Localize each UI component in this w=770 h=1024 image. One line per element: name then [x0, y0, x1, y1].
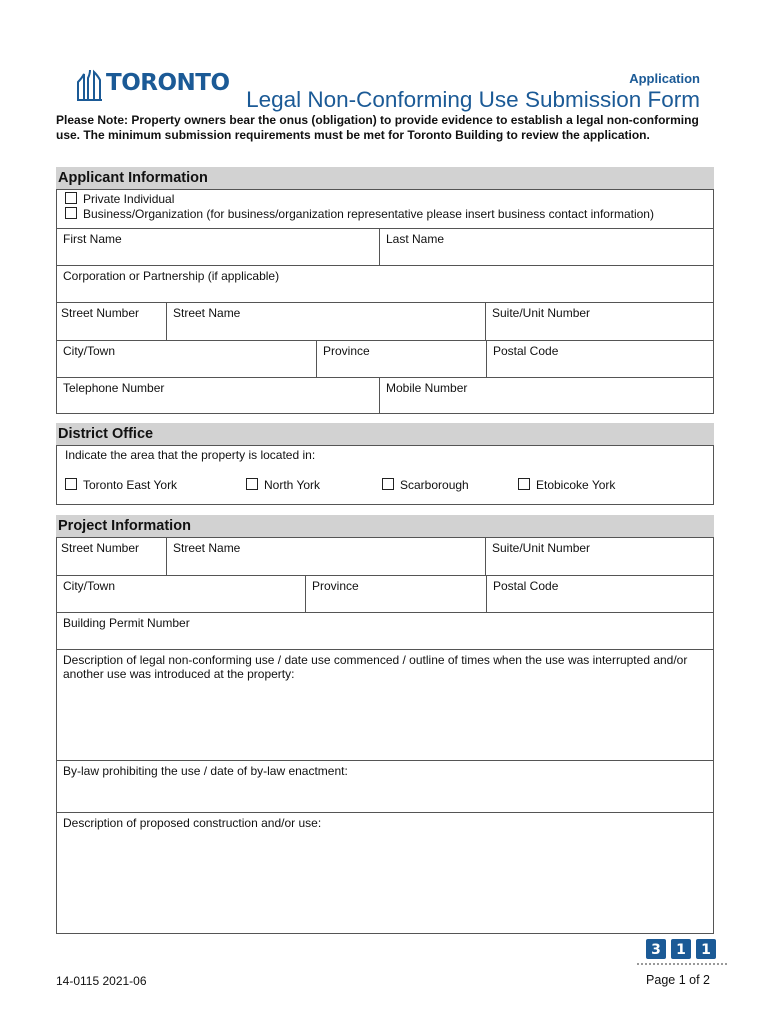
project-city-field[interactable]: City/Town — [57, 576, 306, 613]
telephone-field[interactable]: Telephone Number — [57, 378, 380, 413]
logo-wordmark: TORONTO — [106, 70, 230, 96]
applicant-section-header: Applicant Information — [56, 167, 714, 189]
mobile-field[interactable]: Mobile Number — [386, 381, 468, 395]
submission-note: Please Note: Property owners bear the onus (obligation) to provide evidence to establish a legal non-conforming use. The minimum submission requirements must be met for Toronto Building to review the application. — [56, 113, 699, 142]
applicant-box — [56, 189, 714, 414]
311-tagline-mark — [637, 963, 727, 970]
checkbox[interactable] — [382, 478, 394, 490]
project-province-field[interactable]: Province — [306, 576, 487, 613]
proposed-construction-field[interactable]: Description of proposed construction and/or use: — [63, 816, 322, 830]
311-digit-3: 1 — [701, 942, 711, 958]
checkbox[interactable] — [65, 207, 77, 219]
postal-code-field[interactable]: Postal Code — [487, 341, 713, 378]
bylaw-field[interactable]: By-law prohibiting the use / date of by-law enactment: — [57, 761, 713, 813]
option-north-york[interactable]: North York — [246, 478, 320, 492]
311-digit-2: 1 — [676, 942, 686, 958]
use-description-field[interactable]: Description of legal non-conforming use / date use commenced / outline of times when the use was interrupted and/or another use was introduced at the property: — [57, 650, 713, 761]
option-toronto-east-york[interactable]: Toronto East York — [65, 478, 177, 492]
option-scarborough[interactable]: Scarborough — [382, 478, 469, 492]
checkbox[interactable] — [65, 478, 77, 490]
project-postal-code-field[interactable]: Postal Code — [487, 576, 713, 613]
project-street-number-field[interactable]: Street Number — [57, 538, 167, 576]
corporation-field[interactable]: Corporation or Partnership (if applicable) — [57, 266, 713, 303]
project-suite-field[interactable]: Suite/Unit Number — [486, 538, 713, 576]
form-title: Legal Non-Conforming Use Submission Form — [246, 87, 700, 112]
form-number: 14-0115 2021-06 — [56, 974, 147, 988]
page-number: Page 1 of 2 — [646, 973, 710, 987]
option-etobicoke-york[interactable]: Etobicoke York — [518, 478, 615, 492]
city-field[interactable]: City/Town — [57, 341, 317, 378]
toronto-logo — [76, 68, 230, 104]
street-name-field[interactable]: Street Name — [167, 303, 486, 341]
option-private-individual[interactable]: Private Individual — [65, 192, 174, 206]
checkbox[interactable] — [65, 192, 77, 204]
last-name-field[interactable]: Last Name — [380, 228, 713, 266]
district-instruction: Indicate the area that the property is located in: — [65, 448, 316, 462]
checkbox[interactable] — [246, 478, 258, 490]
project-section-header: Project Information — [56, 515, 714, 537]
suite-field[interactable]: Suite/Unit Number — [486, 303, 713, 341]
checkbox[interactable] — [518, 478, 530, 490]
application-label: Application — [629, 71, 700, 86]
first-name-field[interactable]: First Name — [57, 228, 380, 266]
project-box — [56, 537, 714, 934]
district-box — [56, 445, 714, 505]
311-digit-1: 3 — [651, 942, 661, 958]
street-number-field[interactable]: Street Number — [57, 303, 167, 341]
district-section-header: District Office — [56, 423, 714, 445]
option-business[interactable]: Business/Organization (for business/organization representative please insert business contact information) — [65, 207, 654, 221]
project-street-name-field[interactable]: Street Name — [167, 538, 486, 576]
building-permit-field[interactable]: Building Permit Number — [57, 613, 713, 650]
province-field[interactable]: Province — [317, 341, 487, 378]
city-hall-icon — [76, 68, 104, 102]
